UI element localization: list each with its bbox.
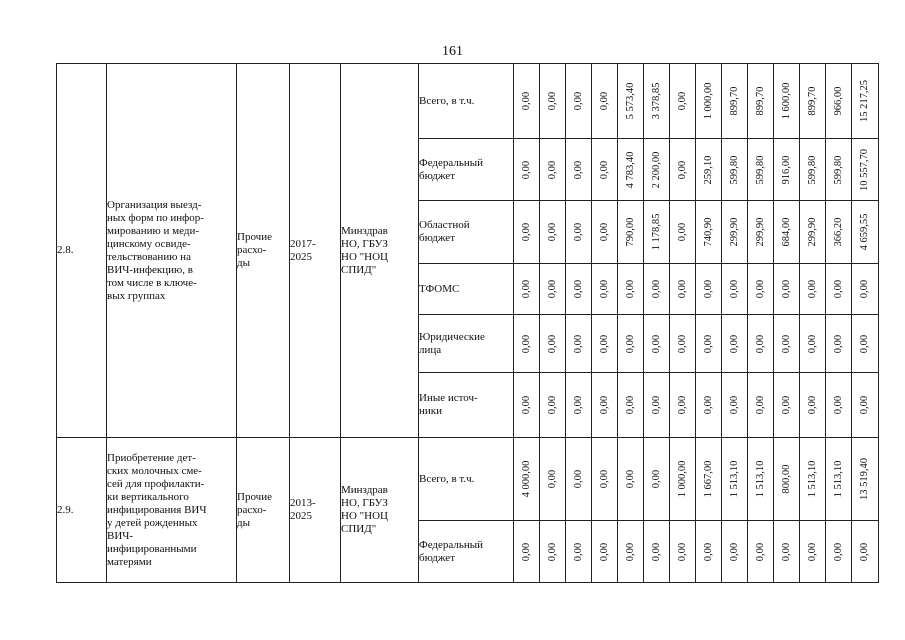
item-name: Приобретение дет- ских молочных сме- сей для профилакти- ки вертикального инфицирования ВИЧ у детей рожденных ВИЧ- инфицированными матерями xyxy=(107,438,237,583)
amount-value: 0,00 xyxy=(520,222,532,242)
amount-cell xyxy=(644,315,670,373)
amount-value: 599,80 xyxy=(728,155,740,184)
amount-value: 5 573,40 xyxy=(624,82,636,120)
amount-cell xyxy=(644,438,670,521)
amount-cell xyxy=(774,438,800,521)
amount-cell xyxy=(826,315,852,373)
amount-cell xyxy=(644,201,670,264)
amount-value: 0,00 xyxy=(702,279,714,299)
amount-cell xyxy=(826,139,852,201)
amount-cell xyxy=(592,373,618,438)
amount-value: 0,00 xyxy=(520,91,532,111)
amount-value: 0,00 xyxy=(598,469,610,489)
amount-value: 4 659,55 xyxy=(859,213,870,251)
implementation-years: 2017- 2025 xyxy=(290,64,341,438)
amount-cell xyxy=(670,264,696,315)
executor: Минздрав НО, ГБУЗ НО "НОЦ СПИД" xyxy=(341,64,419,438)
amount-cell xyxy=(540,521,566,583)
amount-cell xyxy=(696,438,722,521)
amount-cell xyxy=(800,315,826,373)
amount-cell xyxy=(618,139,644,201)
amount-value: 0,00 xyxy=(702,334,714,353)
funding-source: Всего, в т.ч. xyxy=(419,438,514,521)
amount-cell xyxy=(670,139,696,201)
amount-value: 0,00 xyxy=(572,160,584,179)
amount-cell xyxy=(618,373,644,438)
amount-value: 299,90 xyxy=(806,217,818,247)
amount-cell xyxy=(618,315,644,373)
amount-cell xyxy=(722,373,748,438)
amount-value: 599,80 xyxy=(832,155,844,184)
amount-cell xyxy=(722,64,748,139)
amount-cell xyxy=(514,264,540,315)
amount-value: 899,70 xyxy=(806,86,818,116)
amount-value: 13 519,40 xyxy=(859,458,870,500)
amount-value: 0,00 xyxy=(754,542,766,561)
amount-cell xyxy=(722,315,748,373)
table-row xyxy=(57,64,879,139)
amount-cell xyxy=(748,373,774,438)
amount-value: 0,00 xyxy=(598,160,610,179)
funding-source: ТФОМС xyxy=(419,264,514,315)
amount-cell xyxy=(722,201,748,264)
amount-value: 0,00 xyxy=(859,279,870,299)
amount-cell xyxy=(644,64,670,139)
amount-cell xyxy=(566,201,592,264)
amount-cell xyxy=(748,264,774,315)
amount-cell xyxy=(774,264,800,315)
amount-cell xyxy=(748,521,774,583)
amount-cell xyxy=(540,373,566,438)
amount-value: 0,00 xyxy=(546,160,558,179)
expense-type: Прочие расхо- ды xyxy=(237,438,290,583)
amount-cell xyxy=(592,521,618,583)
amount-value: 0,00 xyxy=(806,334,818,353)
amount-cell xyxy=(826,264,852,315)
table-row xyxy=(57,438,879,521)
amount-cell xyxy=(540,438,566,521)
amount-value: 0,00 xyxy=(859,395,870,415)
amount-value: 800,00 xyxy=(780,464,792,494)
amount-value: 0,00 xyxy=(806,542,818,561)
amount-cell xyxy=(566,139,592,201)
amount-value: 0,00 xyxy=(676,222,688,242)
amount-cell xyxy=(566,264,592,315)
amount-cell xyxy=(722,264,748,315)
amount-value: 4 000,00 xyxy=(520,460,532,498)
amount-value: 1 600,00 xyxy=(780,82,792,120)
amount-cell xyxy=(566,521,592,583)
amount-cell xyxy=(670,373,696,438)
amount-value: 0,00 xyxy=(754,334,766,353)
amount-cell xyxy=(644,264,670,315)
amount-cell xyxy=(566,373,592,438)
amount-cell xyxy=(696,201,722,264)
amount-value: 259,10 xyxy=(702,155,714,184)
amount-value: 0,00 xyxy=(676,542,688,561)
amount-cell xyxy=(592,64,618,139)
amount-value: 0,00 xyxy=(520,395,532,415)
amount-value: 0,00 xyxy=(520,279,532,299)
item-number: 2.8. xyxy=(57,64,107,438)
amount-cell xyxy=(592,139,618,201)
amount-cell xyxy=(540,264,566,315)
amount-value: 0,00 xyxy=(520,542,532,561)
amount-value: 899,70 xyxy=(754,86,766,116)
amount-cell xyxy=(540,64,566,139)
amount-value: 299,90 xyxy=(728,217,740,247)
amount-value: 0,00 xyxy=(728,395,740,415)
amount-value: 299,90 xyxy=(754,217,766,247)
amount-value: 0,00 xyxy=(598,279,610,299)
amount-cell xyxy=(670,521,696,583)
amount-value: 0,00 xyxy=(598,334,610,353)
amount-cell xyxy=(826,373,852,438)
amount-cell xyxy=(852,139,879,201)
amount-cell xyxy=(592,438,618,521)
amount-value: 0,00 xyxy=(546,279,558,299)
amount-value: 684,00 xyxy=(780,217,792,247)
amount-cell xyxy=(852,521,879,583)
amount-cell xyxy=(826,201,852,264)
amount-cell xyxy=(540,201,566,264)
amount-value: 1 513,10 xyxy=(728,460,740,498)
amount-cell xyxy=(774,139,800,201)
amount-cell xyxy=(644,521,670,583)
amount-cell xyxy=(800,521,826,583)
amount-cell xyxy=(852,438,879,521)
amount-value: 0,00 xyxy=(624,469,636,489)
amount-value: 1 178,85 xyxy=(650,213,662,251)
amount-cell xyxy=(514,373,540,438)
amount-value: 0,00 xyxy=(546,222,558,242)
amount-value: 0,00 xyxy=(676,395,688,415)
amount-value: 0,00 xyxy=(624,334,636,353)
funding-source: Иные источ- ники xyxy=(419,373,514,438)
amount-cell xyxy=(696,64,722,139)
amount-cell xyxy=(800,264,826,315)
amount-value: 0,00 xyxy=(572,222,584,242)
amount-cell xyxy=(618,201,644,264)
amount-value: 0,00 xyxy=(832,395,844,415)
implementation-years: 2013- 2025 xyxy=(290,438,341,583)
amount-cell xyxy=(800,373,826,438)
amount-cell xyxy=(514,139,540,201)
amount-value: 0,00 xyxy=(702,395,714,415)
amount-value: 4 783,40 xyxy=(624,151,636,188)
amount-value: 0,00 xyxy=(780,542,792,561)
amount-value: 740,90 xyxy=(702,217,714,247)
amount-value: 15 217,25 xyxy=(859,80,870,122)
amount-cell xyxy=(644,373,670,438)
item-number: 2.9. xyxy=(57,438,107,583)
amount-value: 0,00 xyxy=(572,334,584,353)
amount-value: 1 000,00 xyxy=(702,82,714,120)
amount-cell xyxy=(514,64,540,139)
amount-cell xyxy=(748,64,774,139)
funding-source: Областной бюджет xyxy=(419,201,514,264)
amount-cell xyxy=(774,315,800,373)
amount-cell xyxy=(540,139,566,201)
amount-value: 0,00 xyxy=(546,542,558,561)
amount-value: 0,00 xyxy=(728,279,740,299)
amount-cell xyxy=(592,264,618,315)
amount-cell xyxy=(774,521,800,583)
amount-value: 0,00 xyxy=(702,542,714,561)
amount-value: 0,00 xyxy=(859,334,870,353)
amount-value: 0,00 xyxy=(754,279,766,299)
amount-cell xyxy=(566,438,592,521)
amount-cell xyxy=(696,373,722,438)
amount-value: 0,00 xyxy=(859,542,870,561)
amount-value: 0,00 xyxy=(572,542,584,561)
amount-cell xyxy=(800,64,826,139)
funding-source: Федеральный бюджет xyxy=(419,521,514,583)
amount-value: 0,00 xyxy=(598,542,610,561)
amount-cell xyxy=(800,438,826,521)
amount-value: 0,00 xyxy=(598,91,610,111)
funding-source: Юридические лица xyxy=(419,315,514,373)
amount-value: 0,00 xyxy=(572,469,584,489)
amount-value: 0,00 xyxy=(598,222,610,242)
amount-value: 1 513,10 xyxy=(832,460,844,498)
amount-value: 0,00 xyxy=(728,542,740,561)
amount-cell xyxy=(852,64,879,139)
amount-cell xyxy=(826,64,852,139)
amount-cell xyxy=(670,201,696,264)
amount-value: 366,20 xyxy=(832,217,844,247)
amount-cell xyxy=(748,201,774,264)
amount-cell xyxy=(696,315,722,373)
funding-source: Федеральный бюджет xyxy=(419,139,514,201)
amount-cell xyxy=(592,201,618,264)
amount-cell xyxy=(618,521,644,583)
funding-source: Всего, в т.ч. xyxy=(419,64,514,139)
amount-cell xyxy=(696,139,722,201)
amount-cell xyxy=(514,438,540,521)
amount-value: 1 000,00 xyxy=(676,460,688,498)
amount-cell xyxy=(826,521,852,583)
amount-value: 0,00 xyxy=(832,279,844,299)
amount-value: 0,00 xyxy=(780,334,792,353)
amount-cell xyxy=(514,201,540,264)
item-name: Организация выезд- ных форм по инфор- мированию и меди- цинскому освиде- тельствованию на ВИЧ-инфекцию, в том числе в ключе- вых группах xyxy=(107,64,237,438)
amount-cell xyxy=(696,521,722,583)
amount-value: 0,00 xyxy=(520,334,532,353)
amount-cell xyxy=(748,438,774,521)
amount-cell xyxy=(852,373,879,438)
amount-cell xyxy=(774,64,800,139)
amount-value: 0,00 xyxy=(832,542,844,561)
amount-value: 0,00 xyxy=(780,395,792,415)
amount-cell xyxy=(722,438,748,521)
amount-cell xyxy=(826,438,852,521)
amount-cell xyxy=(774,201,800,264)
amount-cell xyxy=(670,64,696,139)
amount-value: 0,00 xyxy=(754,395,766,415)
amount-value: 0,00 xyxy=(676,279,688,299)
amount-value: 10 557,70 xyxy=(859,148,870,191)
amount-value: 3 378,85 xyxy=(650,82,662,120)
page-number: 161 xyxy=(442,44,463,59)
amount-cell xyxy=(618,438,644,521)
amount-cell xyxy=(852,315,879,373)
amount-value: 0,00 xyxy=(650,334,662,353)
amount-value: 0,00 xyxy=(598,395,610,415)
amount-cell xyxy=(722,521,748,583)
amount-cell xyxy=(514,315,540,373)
amount-value: 599,80 xyxy=(806,155,818,184)
amount-cell xyxy=(644,139,670,201)
amount-value: 0,00 xyxy=(832,334,844,353)
amount-value: 2 200,00 xyxy=(650,151,662,188)
expense-type: Прочие расхо- ды xyxy=(237,64,290,438)
amount-value: 0,00 xyxy=(650,279,662,299)
budget-table xyxy=(56,63,879,583)
amount-cell xyxy=(852,201,879,264)
amount-value: 0,00 xyxy=(624,279,636,299)
amount-value: 0,00 xyxy=(806,395,818,415)
amount-value: 1 667,00 xyxy=(702,460,714,498)
amount-value: 790,00 xyxy=(624,217,636,247)
amount-value: 916,00 xyxy=(780,155,792,184)
amount-cell xyxy=(514,521,540,583)
amount-cell xyxy=(566,64,592,139)
amount-value: 599,80 xyxy=(754,155,766,184)
amount-value: 0,00 xyxy=(650,395,662,415)
amount-cell xyxy=(748,139,774,201)
amount-cell xyxy=(618,64,644,139)
executor: Минздрав НО, ГБУЗ НО "НОЦ СПИД" xyxy=(341,438,419,583)
amount-cell xyxy=(722,139,748,201)
amount-value: 0,00 xyxy=(546,469,558,489)
amount-value: 0,00 xyxy=(650,542,662,561)
amount-cell xyxy=(566,315,592,373)
amount-cell xyxy=(592,315,618,373)
amount-value: 0,00 xyxy=(546,334,558,353)
amount-value: 0,00 xyxy=(546,395,558,415)
amount-value: 1 513,10 xyxy=(806,460,818,498)
amount-value: 0,00 xyxy=(546,91,558,111)
amount-value: 0,00 xyxy=(728,334,740,353)
amount-value: 0,00 xyxy=(676,160,688,179)
amount-value: 0,00 xyxy=(572,91,584,111)
amount-value: 0,00 xyxy=(572,395,584,415)
amount-value: 0,00 xyxy=(650,469,662,489)
amount-value: 0,00 xyxy=(624,542,636,561)
amount-value: 0,00 xyxy=(624,395,636,415)
amount-value: 0,00 xyxy=(676,334,688,353)
amount-cell xyxy=(800,201,826,264)
amount-value: 0,00 xyxy=(520,160,532,179)
amount-cell xyxy=(540,315,566,373)
amount-value: 899,70 xyxy=(728,86,740,116)
amount-cell xyxy=(800,139,826,201)
amount-cell xyxy=(774,373,800,438)
amount-cell xyxy=(696,264,722,315)
amount-cell xyxy=(852,264,879,315)
amount-value: 0,00 xyxy=(780,279,792,299)
amount-value: 966,00 xyxy=(832,86,844,116)
amount-cell xyxy=(618,264,644,315)
amount-cell xyxy=(670,438,696,521)
amount-cell xyxy=(748,315,774,373)
amount-value: 1 513,10 xyxy=(754,460,766,498)
amount-value: 0,00 xyxy=(676,91,688,111)
amount-cell xyxy=(670,315,696,373)
amount-value: 0,00 xyxy=(806,279,818,299)
amount-value: 0,00 xyxy=(572,279,584,299)
